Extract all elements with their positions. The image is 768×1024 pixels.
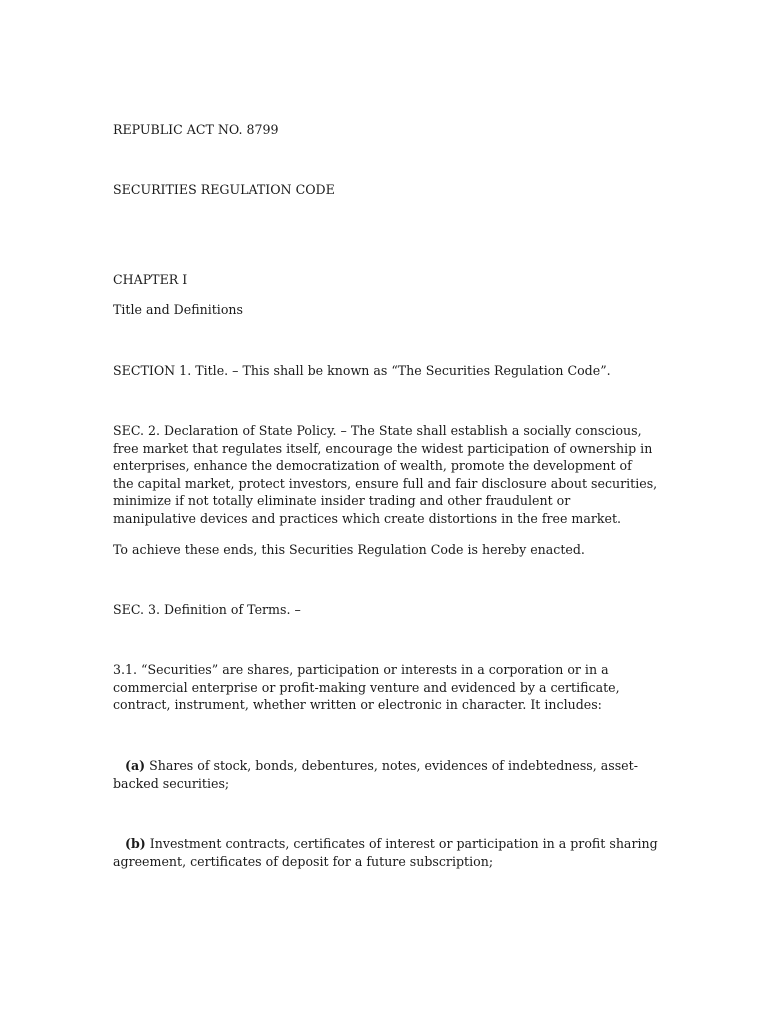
section-3-heading: SEC. 3. Definition of Terms. –	[113, 602, 301, 617]
item-a-paragraph	[113, 757, 673, 792]
definition-3-1-line: commercial enterprise or profit-making venture and evidenced by a certificate,	[113, 679, 620, 695]
item-b-paragraph	[113, 835, 673, 870]
chapter-title: Title and Definitions	[113, 302, 243, 317]
section-2-paragraph	[113, 422, 673, 527]
section-2-conclusion: To achieve these ends, this Securities Regulation Code is hereby enacted.	[113, 542, 585, 557]
definition-3-1-line: contract, instrument, whether written or electronic in character. It includes:	[113, 697, 602, 712]
section-1: SECTION 1. Title. – This shall be known as “The Securities Regulation Code”.	[113, 363, 611, 378]
chapter-heading: CHAPTER I	[113, 272, 188, 287]
item-a-text-1: Shares of stock, bonds, debentures, notes, evidences of indebtedness, asset-	[145, 758, 638, 773]
act-number: REPUBLIC ACT NO. 8799	[113, 122, 279, 137]
item-b-line-2: agreement, certificates of deposit for a future subscription;	[113, 853, 494, 869]
item-a-line-2: backed securities;	[113, 775, 230, 791]
item-a-line-1	[113, 757, 673, 775]
definition-3-1-paragraph	[113, 661, 673, 714]
section-2-line: enterprises, enhance the democratization of wealth, promote the development of	[113, 458, 632, 473]
section-2-line: minimize if not totally eliminate insider trading and other fraudulent or	[113, 493, 571, 508]
item-a-label: (a)	[125, 758, 146, 773]
section-2-line: free market that regulates itself, encourage the widest participation of ownership in	[113, 440, 653, 456]
definition-3-1-line: 3.1. “Securities” are shares, participation or interests in a corporation or in a	[113, 662, 609, 677]
item-b-line-1	[113, 835, 673, 853]
item-b-label: (b)	[125, 836, 146, 851]
section-2-line: SEC. 2. Declaration of State Policy. – The State shall establish a socially conscious,	[113, 423, 642, 438]
section-2-line: the capital market, protect investors, ensure full and fair disclosure about securities,	[113, 475, 658, 491]
item-b-text-1: Investment contracts, certificates of interest or participation in a profit sharing	[145, 836, 658, 851]
code-title: SECURITIES REGULATION CODE	[113, 182, 335, 197]
section-2-line: manipulative devices and practices which create distortions in the free market.	[113, 510, 622, 526]
